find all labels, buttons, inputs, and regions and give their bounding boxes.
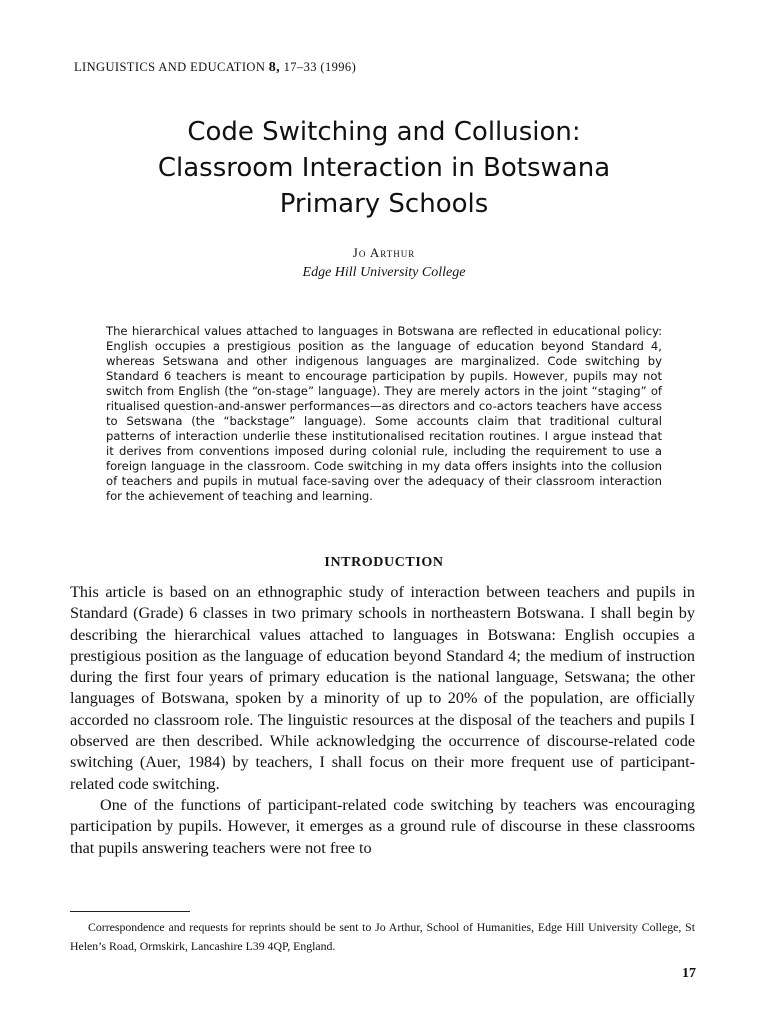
abstract: The hierarchical values attached to languages in Botswana are reflected in educational policy: English occupies a prestigious position as the language of education beyond Standard 4, whereas Setswana and other indigenous languages are marginalized. Code switching by Standard 6 teachers is meant to encourage participation by pupils. However, pupils may not switch from English (the “on-stage” language). They are merely actors in the joint “staging” of ritualised question-and-answer performances—as directors and co-actors teachers have access to Setswana (the “backstage” language). Some accounts claim that traditional cultural patterns of interaction underlie these institutionalised recitation routines. I argue instead that it derives from conventions imposed during colonial rule, including the requirement to use a foreign language in the classroom. Code switching in my data offers insights into the collusion of teachers and pupils in mutual face-saving over the adequacy of their classroom interaction for the achievement of teaching and learning. xyxy=(106,324,662,503)
journal-name: LINGUISTICS AND EDUCATION xyxy=(74,60,266,74)
body-text xyxy=(70,582,695,859)
journal-header xyxy=(74,60,356,76)
journal-volume: 8, xyxy=(268,60,281,75)
footnote: Correspondence and requests for reprints should be sent to Jo Arthur, School of Humanities, Edge Hill University College, St Helen’s Road, Ormskirk, Lancashire L39 4QP, England. xyxy=(70,920,695,953)
title-line: Code Switching and Collusion: xyxy=(187,117,581,147)
body-paragraph: One of the functions of participant-related code switching by teachers was encouraging participation by pupils. However, it emerges as a ground rule of discourse in these classrooms that pupils answering teachers were not free to xyxy=(70,795,695,857)
section-heading: INTRODUCTION xyxy=(324,555,444,570)
page-number: 17 xyxy=(682,966,696,981)
author-affiliation: Edge Hill University College xyxy=(302,265,466,280)
journal-pages-year: 17–33 (1996) xyxy=(283,60,357,74)
body-paragraph: This article is based on an ethnographic study of interaction between teachers and pupils in Standard (Grade) 6 classes in two primary schools in northeastern Botswana. I shall begin by describing the hierarchical values attached to languages in Botswana: English occupies a prestigious position as the language of education beyond Standard 4; the medium of instruction during the first four years of primary education is the national language, Setswana; the other languages of Botswana, spoken by a minority of up to 20% of the population, are officially accorded no classroom role. The linguistic resources at the disposal of the teachers and pupils I observed are then described. While acknowledging the occurrence of discourse-related code switching (Auer, 1984) by teachers, I shall focus on their more frequent use of participant-related code switching. xyxy=(70,583,695,793)
title-line: Primary Schools xyxy=(279,189,489,219)
title-line: Classroom Interaction in Botswana xyxy=(157,153,611,183)
article-title xyxy=(0,114,768,222)
footnote-divider xyxy=(70,911,190,912)
author-name: Jo Arthur xyxy=(352,245,416,260)
